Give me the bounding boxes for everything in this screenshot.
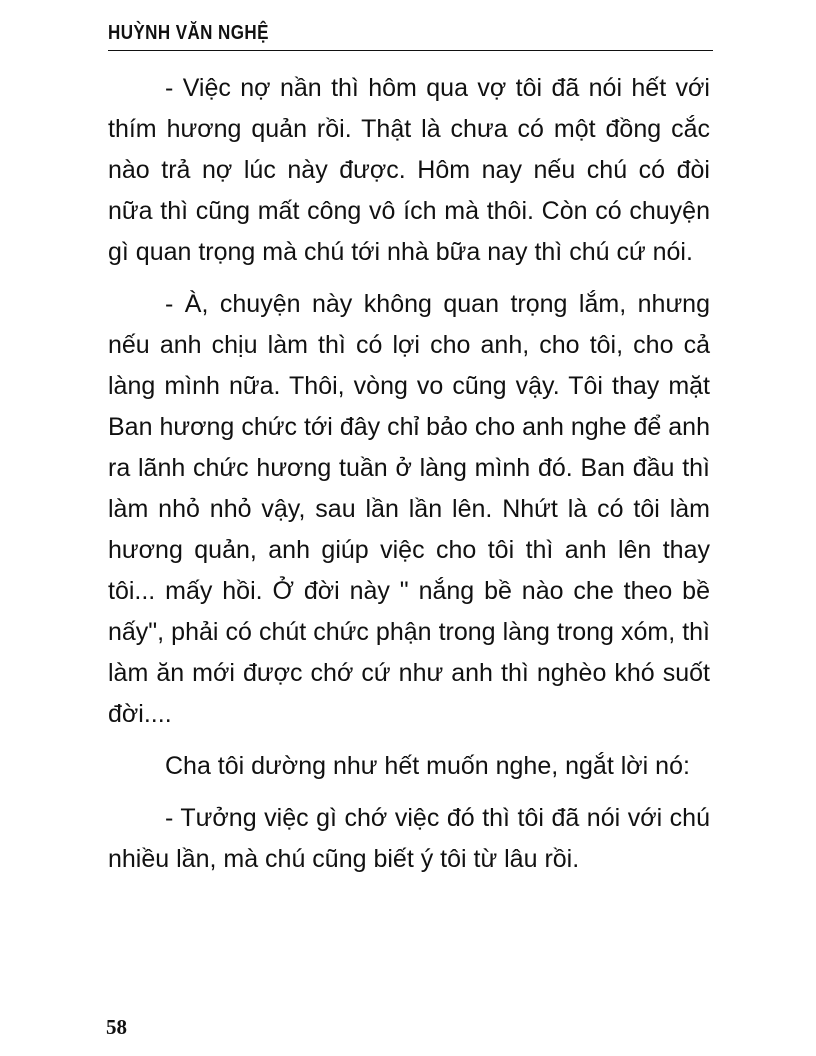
- paragraph-3: Cha tôi dường như hết muốn nghe, ngắt lời nó:: [165, 752, 690, 780]
- header-rule: [108, 50, 713, 51]
- page-number: 58: [106, 1015, 127, 1039]
- body-text: [108, 68, 710, 880]
- paragraph-1: - Việc nợ nần thì hôm qua vợ tôi đã nói hết với thím hương quản rồi. Thật là chưa có một đồng cắc nào trả nợ lúc này được. Hôm nay nếu chú có đòi nữa thì cũng mất công vô ích mà thôi. Còn có chuyện gì quan trọng mà chú tới nhà bữa nay thì chú cứ nói.: [108, 74, 710, 266]
- running-head-author: HUỲNH VĂN NGHỆ: [108, 22, 269, 44]
- paragraph-4: - Tưởng việc gì chớ việc đó thì tôi đã nói với chú nhiều lần, mà chú cũng biết ý tôi từ lâu rồi.: [108, 804, 710, 873]
- paragraph-2: - À, chuyện này không quan trọng lắm, nhưng nếu anh chịu làm thì có lợi cho anh, cho tôi, cho cả làng mình nữa. Thôi, vòng vo cũng vậy. Tôi thay mặt Ban hương chức tới đây chỉ bảo cho anh nghe để anh ra lãnh chức hương tuần ở làng mình đó. Ban đầu thì làm nhỏ nhỏ vậy, sau lần lần lên. Nhứt là có tôi làm hương quản, anh giúp việc cho tôi thì anh lên thay tôi... mấy hồi. Ở đời này " nắng bề nào che theo bề nấy", phải có chút chức phận trong làng trong xóm, thì làm ăn mới được chớ cứ như anh thì nghèo khó suốt đời....: [108, 290, 710, 728]
